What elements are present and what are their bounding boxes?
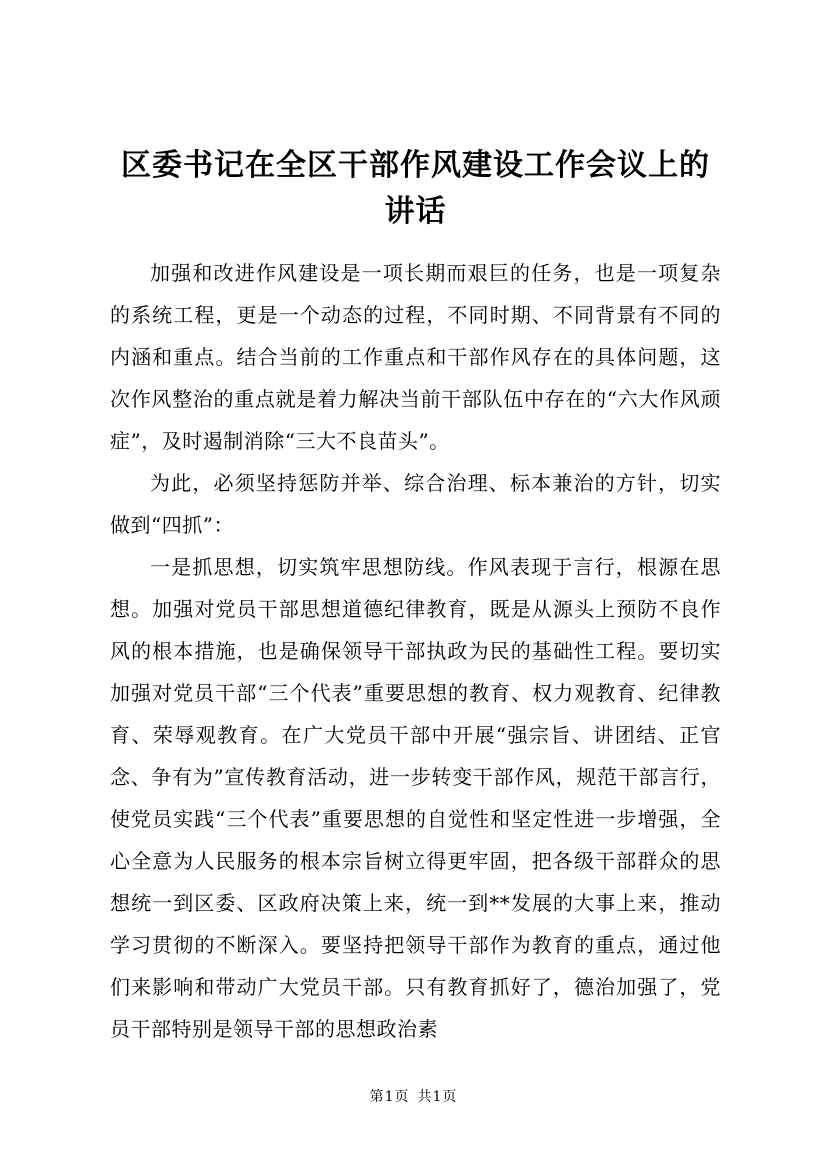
- paragraph-1: 加强和改进作风建设是一项长期而艰巨的任务，也是一项复杂的系统工程，更是一个动态的过程，不同时期、不同背景有不同的内涵和重点。结合当前的工作重点和干部作风存在的具体问题，这次作风整治的重点就是着力解决当前干部队伍中存在的“六大作风顽症”，及时遏制消除“三大不良苗头”。: [110, 261, 721, 453]
- page-footer: [0, 1086, 827, 1106]
- page-number-label: 第1页: [369, 1089, 410, 1105]
- paragraph-2: 为此，必须坚持惩防并举、综合治理、标本兼治的方针，切实做到“四抓”：: [110, 471, 721, 537]
- document-title: 区委书记在全区干部作风建设工作会议上的讲话: [121, 148, 710, 229]
- paragraph-3: 一是抓思想，切实筑牢思想防线。作风表现于言行，根源在思想。加强对党员干部思想道德纪律教育，既是从源头上预防不良作风的根本措施，也是确保领导干部执政为民的基础性工程。要切实加强对党员干部“三个代表”重要思想的教育、权力观教育、纪律教育、荣辱观教育。在广大党员干部中开展“强宗旨、讲团结、正官念、争有为”宣传教育活动，进一步转变干部作风，规范干部言行，使党员实践“三个代表”重要思想的自觉性和坚定性进一步增强，全心全意为人民服务的根本宗旨树立得更牢固，把各级干部群众的思想统一到区委、区政府决策上来，统一到**发展的大事上来，推动学习贯彻的不断深入。要坚持把领导干部作为教育的重点，通过他们来影响和带动广大党员干部。只有教育抓好了，德治加强了，党员干部特别是领导干部的思想政治素: [110, 555, 721, 1041]
- total-pages-label: 共1页: [417, 1089, 458, 1105]
- document-body: [110, 252, 721, 1050]
